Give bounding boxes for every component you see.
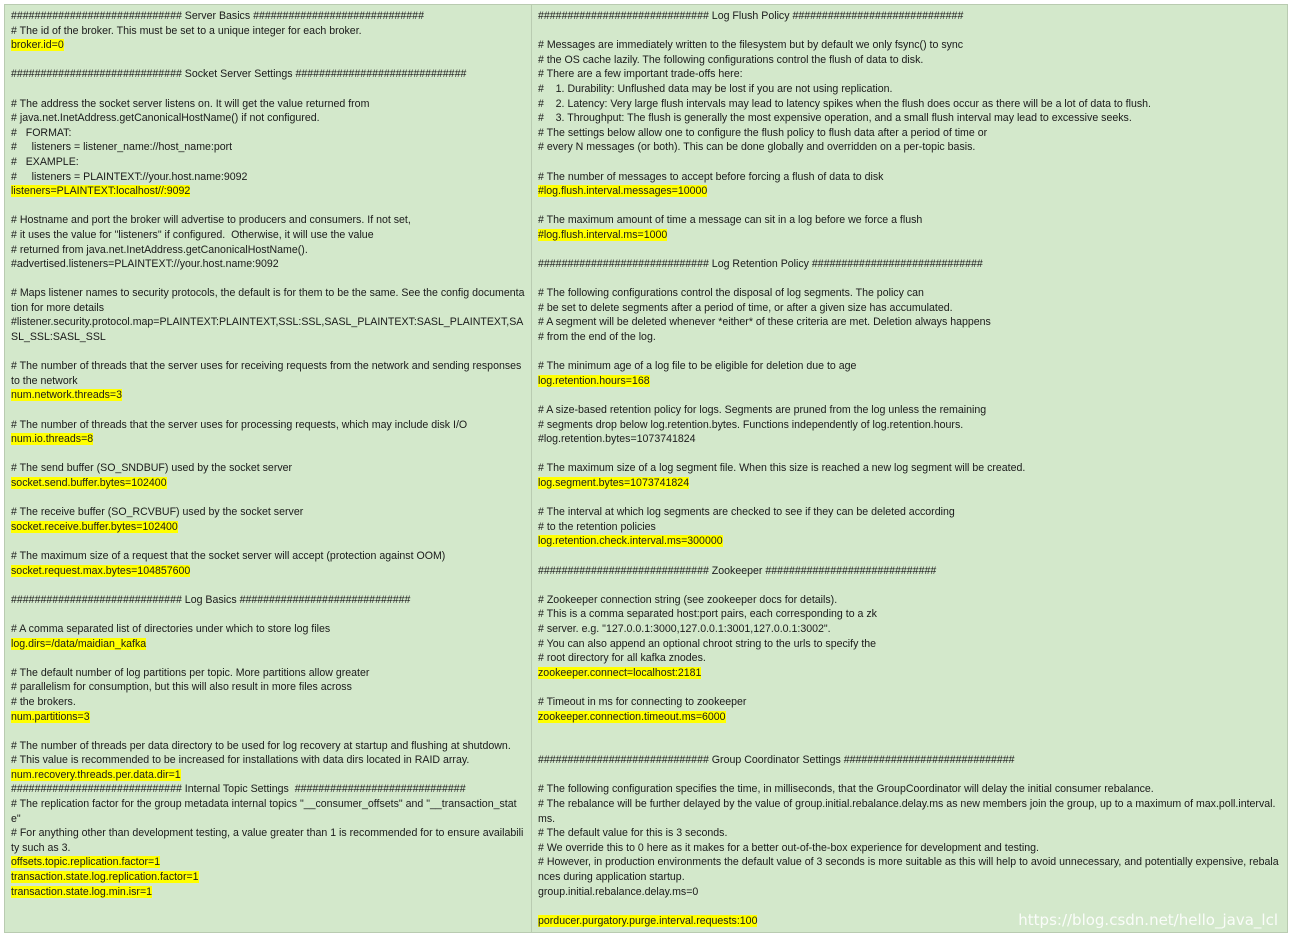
section-header-text: ############################# Server Basics ############################# <box>11 10 424 22</box>
blank-line <box>11 345 525 360</box>
config-setting-highlighted <box>538 374 1281 389</box>
config-setting-highlighted-text: log.retention.check.interval.ms=300000 <box>538 535 723 548</box>
comment-line <box>538 651 1281 666</box>
blank-line <box>538 272 1281 287</box>
config-setting-highlighted-text: transaction.state.log.replication.factor=1 <box>11 871 199 884</box>
comment-line-text: # The following configuration specifies the time, in milliseconds, that the GroupCoordinator will delay the initial consumer rebalance. <box>538 783 1154 796</box>
comment-line-text: # parallelism for consumption, but this will also result in more files across <box>11 681 352 694</box>
comment-line <box>11 97 525 112</box>
comment-line-text: # EXAMPLE: <box>11 155 79 168</box>
blank-line <box>11 491 525 506</box>
comment-line-text: # java.net.InetAddress.getCanonicalHostName() if not configured. <box>11 112 320 125</box>
config-setting-highlighted <box>11 855 525 870</box>
comment-line <box>11 739 525 754</box>
comment-line <box>538 286 1281 301</box>
comment-line <box>538 855 1281 884</box>
comment-line <box>538 520 1281 535</box>
comment-line <box>538 82 1281 97</box>
comment-line-text: # The minimum age of a log file to be eligible for deletion due to age <box>538 360 857 373</box>
comment-line <box>538 170 1281 185</box>
config-table <box>4 4 1288 933</box>
blank-line <box>11 651 525 666</box>
section-header-text: ############################# Internal Topic Settings ############################# <box>11 783 466 796</box>
blank-line <box>538 243 1281 258</box>
section-header <box>538 564 1281 579</box>
comment-line <box>11 680 525 695</box>
comment-line <box>538 505 1281 520</box>
blank-line <box>538 768 1281 783</box>
comment-line-text: # The maximum amount of time a message can sit in a log before we force a flush <box>538 214 923 227</box>
comment-line <box>538 53 1281 68</box>
comment-line <box>538 330 1281 345</box>
section-header-text: ############################# Log Flush Policy ############################# <box>538 10 964 22</box>
comment-line <box>11 826 525 855</box>
config-setting-highlighted <box>11 388 525 403</box>
comment-line <box>538 461 1281 476</box>
comment-line-text: #listener.security.protocol.map=PLAINTEXT:PLAINTEXT,SSL:SSL,SASL_PLAINTEXT:SASL_PLAINTEXT,SASL_SSL:SASL_SSL <box>11 316 524 344</box>
comment-line <box>538 67 1281 82</box>
comment-line-text: # 2. Latency: Very large flush intervals may lead to latency spikes when the flush does occur as there will be a lot of data to flush. <box>538 97 1152 110</box>
comment-line <box>11 666 525 681</box>
comment-line <box>11 257 525 272</box>
comment-line <box>538 637 1281 652</box>
comment-line <box>11 315 525 344</box>
comment-line <box>538 826 1281 841</box>
config-setting-highlighted <box>11 520 525 535</box>
comment-line-text: # it uses the value for "listeners" if configured. Otherwise, it will use the value <box>11 228 374 241</box>
section-header <box>11 782 525 797</box>
blank-line <box>538 578 1281 593</box>
section-header <box>538 257 1281 272</box>
comment-line <box>538 797 1281 826</box>
comment-line-text: # Maps listener names to security protocols, the default is for them to be the same. See the config documentation for more details <box>11 287 525 314</box>
comment-line <box>538 126 1281 141</box>
comment-line <box>538 213 1281 228</box>
comment-line-text: # Hostname and port the broker will advertise to producers and consumers. If not set, <box>11 214 411 227</box>
section-header <box>538 9 1281 24</box>
section-header-text: ############################# Zookeeper ############################# <box>538 564 937 577</box>
config-setting-highlighted-text: num.recovery.threads.per.data.dir=1 <box>11 768 181 781</box>
config-setting-highlighted <box>11 710 525 725</box>
comment-line <box>538 622 1281 637</box>
comment-line <box>538 593 1281 608</box>
comment-line-text: # The id of the broker. This must be set to a unique integer for each broker. <box>11 24 362 37</box>
comment-line-text: # Messages are immediately written to the filesystem but by default we only fsync() to sync <box>538 39 964 52</box>
config-setting-highlighted-text: log.segment.bytes=1073741824 <box>538 477 690 489</box>
blank-line <box>11 199 525 214</box>
comment-line-text: # server. e.g. "127.0.0.1:3000,127.0.0.1:3001,127.0.0.1:3002". <box>538 622 831 635</box>
comment-line <box>538 111 1281 126</box>
config-setting-highlighted <box>11 38 525 53</box>
config-setting-highlighted <box>11 637 525 652</box>
comment-line <box>538 695 1281 710</box>
config-setting-highlighted-text: #log.flush.interval.messages=10000 <box>538 185 708 198</box>
comment-line-text: # The receive buffer (SO_RCVBUF) used by the socket server <box>11 506 304 519</box>
comment-line <box>11 140 525 155</box>
blank-line <box>11 578 525 593</box>
comment-line-text: # The following configurations control the disposal of log segments. The policy can <box>538 287 924 300</box>
comment-line-text: # For anything other than development testing, a value greater than 1 is recommended for to ensure availability such as 3. <box>11 827 524 854</box>
config-setting-highlighted <box>538 666 1281 681</box>
blank-line <box>538 388 1281 403</box>
config-setting-highlighted <box>538 534 1281 549</box>
config-setting-highlighted-text: socket.receive.buffer.bytes=102400 <box>11 520 178 533</box>
config-setting-highlighted <box>11 870 525 885</box>
config-setting-highlighted-text: #log.flush.interval.ms=1000 <box>538 228 668 241</box>
comment-line <box>538 418 1281 433</box>
comment-line-text: # The interval at which log segments are checked to see if they can be deleted according <box>538 506 955 519</box>
config-setting-highlighted-text: log.retention.hours=168 <box>538 374 650 387</box>
comment-line-text: # the brokers. <box>11 695 76 708</box>
comment-line <box>538 38 1281 53</box>
comment-line-text: # 1. Durability: Unflushed data may be lost if you are not using replication. <box>538 82 893 95</box>
comment-line <box>11 505 525 520</box>
comment-line <box>538 301 1281 316</box>
comment-line-text: # The replication factor for the group metadata internal topics "__consumer_offsets" and "__transaction_state" <box>11 798 517 825</box>
config-setting-highlighted <box>538 476 1281 491</box>
comment-line-text: # the OS cache lazily. The following configurations control the flush of data to disk. <box>538 53 924 66</box>
blank-line <box>538 155 1281 170</box>
comment-line-text: # Zookeeper connection string (see zookeeper docs for details). <box>538 593 838 606</box>
comment-line <box>11 753 525 768</box>
comment-line <box>11 797 525 826</box>
comment-line-text: # Timeout in ms for connecting to zookeeper <box>538 695 747 708</box>
left-config-column <box>5 5 532 932</box>
blank-line <box>538 680 1281 695</box>
comment-line <box>538 97 1281 112</box>
comment-line-text: # The number of messages to accept before forcing a flush of data to disk <box>538 170 884 183</box>
config-setting-highlighted <box>11 432 525 447</box>
comment-line-text: # to the retention policies <box>538 520 656 533</box>
comment-line-text: # However, in production environments the default value of 3 seconds is more suitable as this will help to avoid unnecessary, and potentially expensive, rebalances during application startup. <box>538 856 1279 884</box>
config-setting-highlighted-text: num.network.threads=3 <box>11 389 123 402</box>
config-setting-highlighted <box>11 885 525 900</box>
comment-line <box>11 126 525 141</box>
comment-line-text: #log.retention.bytes=1073741824 <box>538 433 696 446</box>
config-setting-highlighted <box>538 184 1281 199</box>
comment-line <box>538 359 1281 374</box>
section-header-text: ############################# Group Coordinator Settings ############################# <box>538 754 1015 767</box>
watermark-text: https://blog.csdn.net/hello_java_lcl <box>1018 911 1278 929</box>
comment-line <box>11 155 525 170</box>
comment-line-text: # The rebalance will be further delayed by the value of group.initial.rebalance.delay.ms as new members join the group, up to a maximum of max.poll.interval.ms. <box>538 798 1276 825</box>
comment-line <box>11 170 525 185</box>
comment-line-text: # from the end of the log. <box>538 331 656 344</box>
comment-line <box>11 24 525 39</box>
comment-line-text: # A size-based retention policy for logs. Segments are pruned from the log unless the remaining <box>538 404 987 417</box>
comment-line-text: # A segment will be deleted whenever *either* of these criteria are met. Deletion always happens <box>538 316 991 329</box>
config-setting-highlighted-text: offsets.topic.replication.factor=1 <box>11 856 161 869</box>
config-setting-highlighted-text: broker.id=0 <box>11 39 64 52</box>
blank-line <box>11 272 525 287</box>
blank-line <box>538 739 1281 754</box>
comment-line <box>11 418 525 433</box>
comment-line-text: # The send buffer (SO_SNDBUF) used by the socket server <box>11 462 293 475</box>
comment-line-text: # returned from java.net.InetAddress.getCanonicalHostName(). <box>11 243 308 256</box>
section-header <box>11 9 525 24</box>
comment-line <box>11 228 525 243</box>
comment-line-text: #advertised.listeners=PLAINTEXT://your.host.name:9092 <box>11 258 279 271</box>
comment-line <box>11 359 525 388</box>
blank-line <box>11 82 525 97</box>
config-setting-highlighted <box>11 476 525 491</box>
comment-line-text: # FORMAT: <box>11 126 72 139</box>
config-setting-highlighted <box>538 710 1281 725</box>
section-header-text: ############################# Log Retention Policy ############################# <box>538 258 983 271</box>
comment-line-text: # The default number of log partitions per topic. More partitions allow greater <box>11 666 370 679</box>
comment-line <box>538 403 1281 418</box>
comment-line <box>538 782 1281 797</box>
config-setting-highlighted <box>11 564 525 579</box>
config-setting-highlighted-text: porducer.purgatory.purge.interval.requests:100 <box>538 914 758 927</box>
section-header <box>11 593 525 608</box>
section-header-text: ############################# Log Basics ############################# <box>11 593 411 606</box>
blank-line <box>11 724 525 739</box>
comment-line-text: # listeners = PLAINTEXT://your.host.name:9092 <box>11 170 248 183</box>
comment-line-text: # segments drop below log.retention.bytes. Functions independently of log.retention.hours. <box>538 418 964 431</box>
comment-line-text: # The address the socket server listens on. It will get the value returned from <box>11 97 370 110</box>
comment-line <box>11 622 525 637</box>
comment-line-text: # The default value for this is 3 seconds. <box>538 827 728 840</box>
section-header-text: ############################# Socket Server Settings ############################# <box>11 68 467 81</box>
comment-line-text: # A comma separated list of directories under which to store log files <box>11 622 331 635</box>
comment-line-text: # 3. Throughput: The flush is generally the most expensive operation, and a small flush interval may lead to excessive seeks. <box>538 112 1132 125</box>
comment-line-text: # root directory for all kafka znodes. <box>538 652 706 665</box>
config-setting-highlighted-text: log.dirs=/data/maidian_kafka <box>11 637 147 650</box>
comment-line <box>11 243 525 258</box>
blank-line <box>538 549 1281 564</box>
config-setting-highlighted <box>538 228 1281 243</box>
config-setting <box>538 885 1281 900</box>
comment-line-text: # This is a comma separated host:port pairs, each corresponding to a zk <box>538 608 877 621</box>
config-setting-highlighted <box>11 184 525 199</box>
config-setting-highlighted-text: socket.send.buffer.bytes=102400 <box>11 477 167 489</box>
comment-line <box>538 140 1281 155</box>
comment-line-text: # We override this to 0 here as it makes for a better out-of-the-box experience for development and testing. <box>538 841 1039 854</box>
config-setting-text: group.initial.rebalance.delay.ms=0 <box>538 885 699 898</box>
comment-line-text: # The maximum size of a log segment file. When this size is reached a new log segment will be created. <box>538 462 1026 475</box>
comment-line-text: # The settings below allow one to configure the flush policy to flush data after a period of time or <box>538 126 988 139</box>
comment-line-text: # every N messages (or both). This can be done globally and overridden on a per-topic basis. <box>538 141 976 154</box>
comment-line <box>538 607 1281 622</box>
blank-line <box>11 534 525 549</box>
comment-line <box>538 315 1281 330</box>
comment-line-text: # be set to delete segments after a period of time, or after a given size has accumulated. <box>538 301 953 314</box>
config-setting-highlighted <box>11 768 525 783</box>
config-setting-highlighted-text: zookeeper.connect=localhost:2181 <box>538 666 702 679</box>
blank-line <box>538 24 1281 39</box>
comment-line-text: # There are a few important trade-offs here: <box>538 68 743 81</box>
blank-line <box>538 724 1281 739</box>
comment-line-text: # You can also append an optional chroot string to the urls to specify the <box>538 637 877 650</box>
comment-line <box>11 111 525 126</box>
config-setting-highlighted-text: num.io.threads=8 <box>11 433 94 446</box>
blank-line <box>538 345 1281 360</box>
section-header <box>11 67 525 82</box>
config-setting-highlighted-text: zookeeper.connection.timeout.ms=6000 <box>538 710 726 723</box>
comment-line-text: # The number of threads per data directory to be used for log recovery at startup and flushing at shutdown. <box>11 739 511 752</box>
comment-line-text: # The maximum size of a request that the socket server will accept (protection against OOM) <box>11 549 446 562</box>
blank-line <box>11 53 525 68</box>
comment-line-text: # listeners = listener_name://host_name:port <box>11 141 233 154</box>
section-header <box>538 753 1281 768</box>
comment-line <box>538 432 1281 447</box>
comment-line-text: # This value is recommended to be increased for installations with data dirs located in RAID array. <box>11 754 470 767</box>
comment-line <box>11 549 525 564</box>
comment-line-text: # The number of threads that the server uses for processing requests, which may include disk I/O <box>11 418 468 431</box>
blank-line <box>11 403 525 418</box>
blank-line <box>11 607 525 622</box>
blank-line <box>538 491 1281 506</box>
comment-line-text: # The number of threads that the server uses for receiving requests from the network and sending responses to the network <box>11 360 525 387</box>
config-setting-highlighted-text: listeners=PLAINTEXT:localhost//:9092 <box>11 185 191 198</box>
config-setting-highlighted-text: transaction.state.log.min.isr=1 <box>11 885 153 898</box>
blank-line <box>538 447 1281 462</box>
config-setting-highlighted-text: socket.request.max.bytes=104857600 <box>11 564 191 577</box>
blank-line <box>538 199 1281 214</box>
comment-line <box>11 286 525 315</box>
comment-line <box>538 841 1281 856</box>
config-setting-highlighted-text: num.partitions=3 <box>11 710 90 723</box>
comment-line <box>11 695 525 710</box>
right-config-column <box>532 5 1287 932</box>
blank-line <box>11 447 525 462</box>
comment-line <box>11 461 525 476</box>
comment-line <box>11 213 525 228</box>
